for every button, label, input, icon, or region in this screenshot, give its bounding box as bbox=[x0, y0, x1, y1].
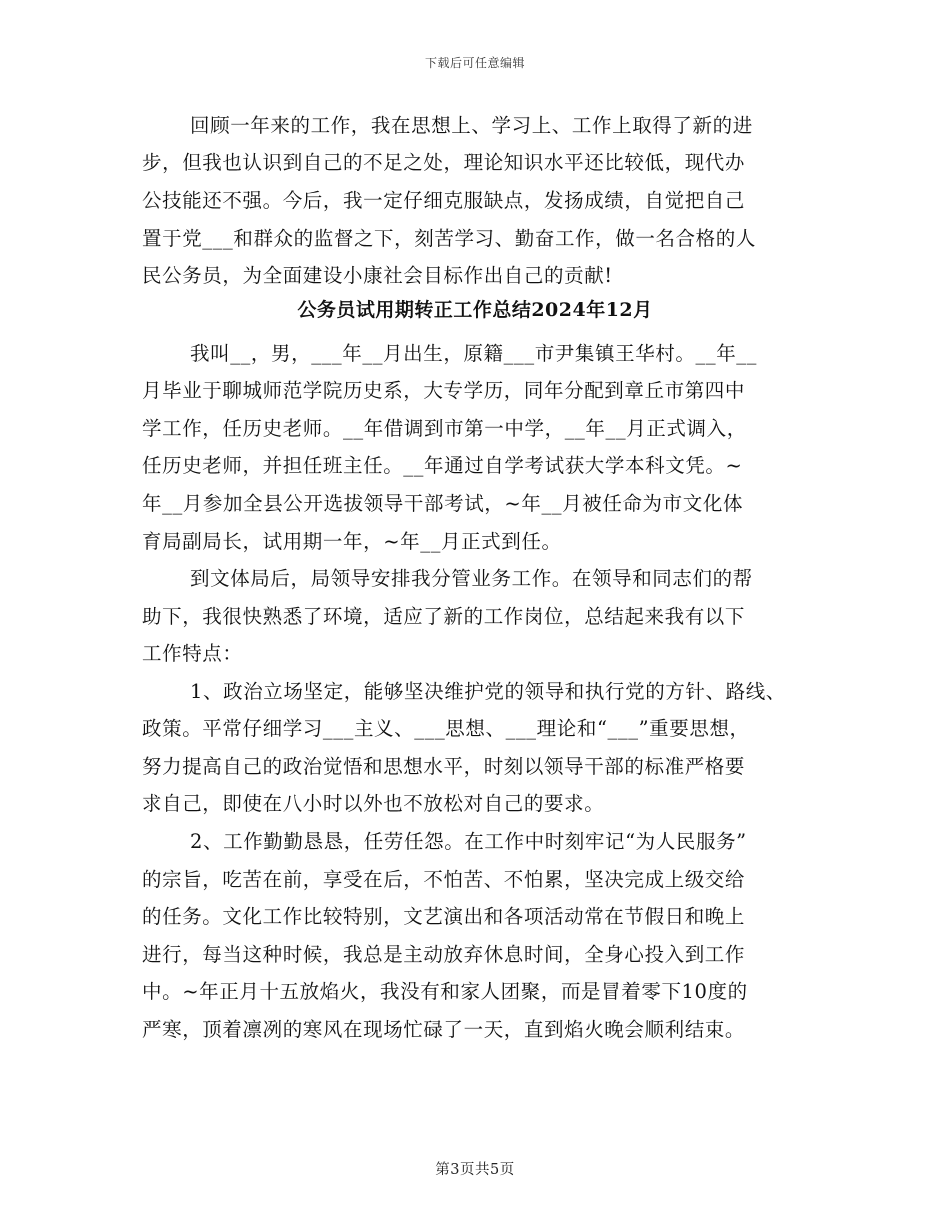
text-line: 到文体局后，局领导安排我分管业务工作。在领导和同志们的帮 bbox=[190, 567, 753, 590]
text-line: 中。~年正月十五放焰火，我没有和家人团聚，而是冒着零下10度的 bbox=[142, 980, 748, 1003]
text-line: 公技能还不强。今后，我一定仔细克服缺点，发扬成绩，自觉把自己 bbox=[142, 189, 746, 212]
text-line: 年__月参加全县公开选拔领导干部考试，~年__月被任命为市文化体 bbox=[142, 492, 744, 515]
text-line: 2、工作勤勤恳恳，任劳任怨。在工作中时刻牢记“为人民服务” bbox=[190, 830, 747, 853]
text-line: 的宗旨，吃苦在前，享受在后，不怕苦、不怕累，坚决完成上级交给 bbox=[142, 868, 746, 891]
text-line: 步，但我也认识到自己的不足之处，理论知识水平还比较低，现代办 bbox=[142, 151, 746, 174]
text-line: 月毕业于聊城师范学院历史系，大专学历，同年分配到章丘市第四中 bbox=[142, 379, 746, 402]
text-line: 努力提高自己的政治觉悟和思想水平，时刻以领导干部的标准严格要 bbox=[142, 755, 746, 778]
text-line: 求自己，即使在八小时以外也不放松对自己的要求。 bbox=[142, 792, 605, 815]
text-line: 我叫__，男，___年__月出生，原籍___市尹集镇王华村。__年__ bbox=[190, 342, 757, 365]
page-header: 下载后可任意编辑 bbox=[424, 56, 525, 70]
text-line: 政策。平常仔细学习___主义、___思想、___理论和“___”重要思想， bbox=[142, 717, 750, 740]
document-title: 公务员试用期转正工作总结2024年12月 bbox=[297, 299, 653, 321]
text-line: 1、政治立场坚定，能够坚决维护党的领导和执行党的方针、路线、 bbox=[190, 680, 786, 703]
text-line: 的任务。文化工作比较特别，文艺演出和各项活动常在节假日和晚上 bbox=[142, 905, 746, 928]
text-line: 任历史老师，并担任班主任。__年通过自学考试获大学本科文凭。~ bbox=[142, 454, 743, 477]
text-line: 工作特点： bbox=[142, 642, 243, 665]
text-line: 严寒，顶着凛冽的寒风在现场忙碌了一天，直到焰火晚会顺利结束。 bbox=[142, 1018, 746, 1041]
text-line: 助下，我很快熟悉了环境，适应了新的工作岗位，总结起来我有以下 bbox=[142, 605, 746, 628]
text-line: 学工作，任历史老师。__年借调到市第一中学，__年__月正式调入， bbox=[142, 417, 747, 440]
text-line: 回顾一年来的工作，我在思想上、学习上、工作上取得了新的进 bbox=[190, 114, 753, 137]
text-line: 进行，每当这种时候，我总是主动放弃休息时间，全身心投入到工作 bbox=[142, 943, 746, 966]
text-line: 置于党___和群众的监督之下，刻苦学习、勤奋工作，做一名合格的人 bbox=[142, 227, 756, 250]
page-number: 第3页共5页 bbox=[435, 1162, 515, 1178]
text-line: 民公务员，为全面建设小康社会目标作出自己的贡献! bbox=[142, 264, 613, 287]
text-line: 育局副局长，试用期一年，~年__月正式到任。 bbox=[142, 530, 562, 553]
